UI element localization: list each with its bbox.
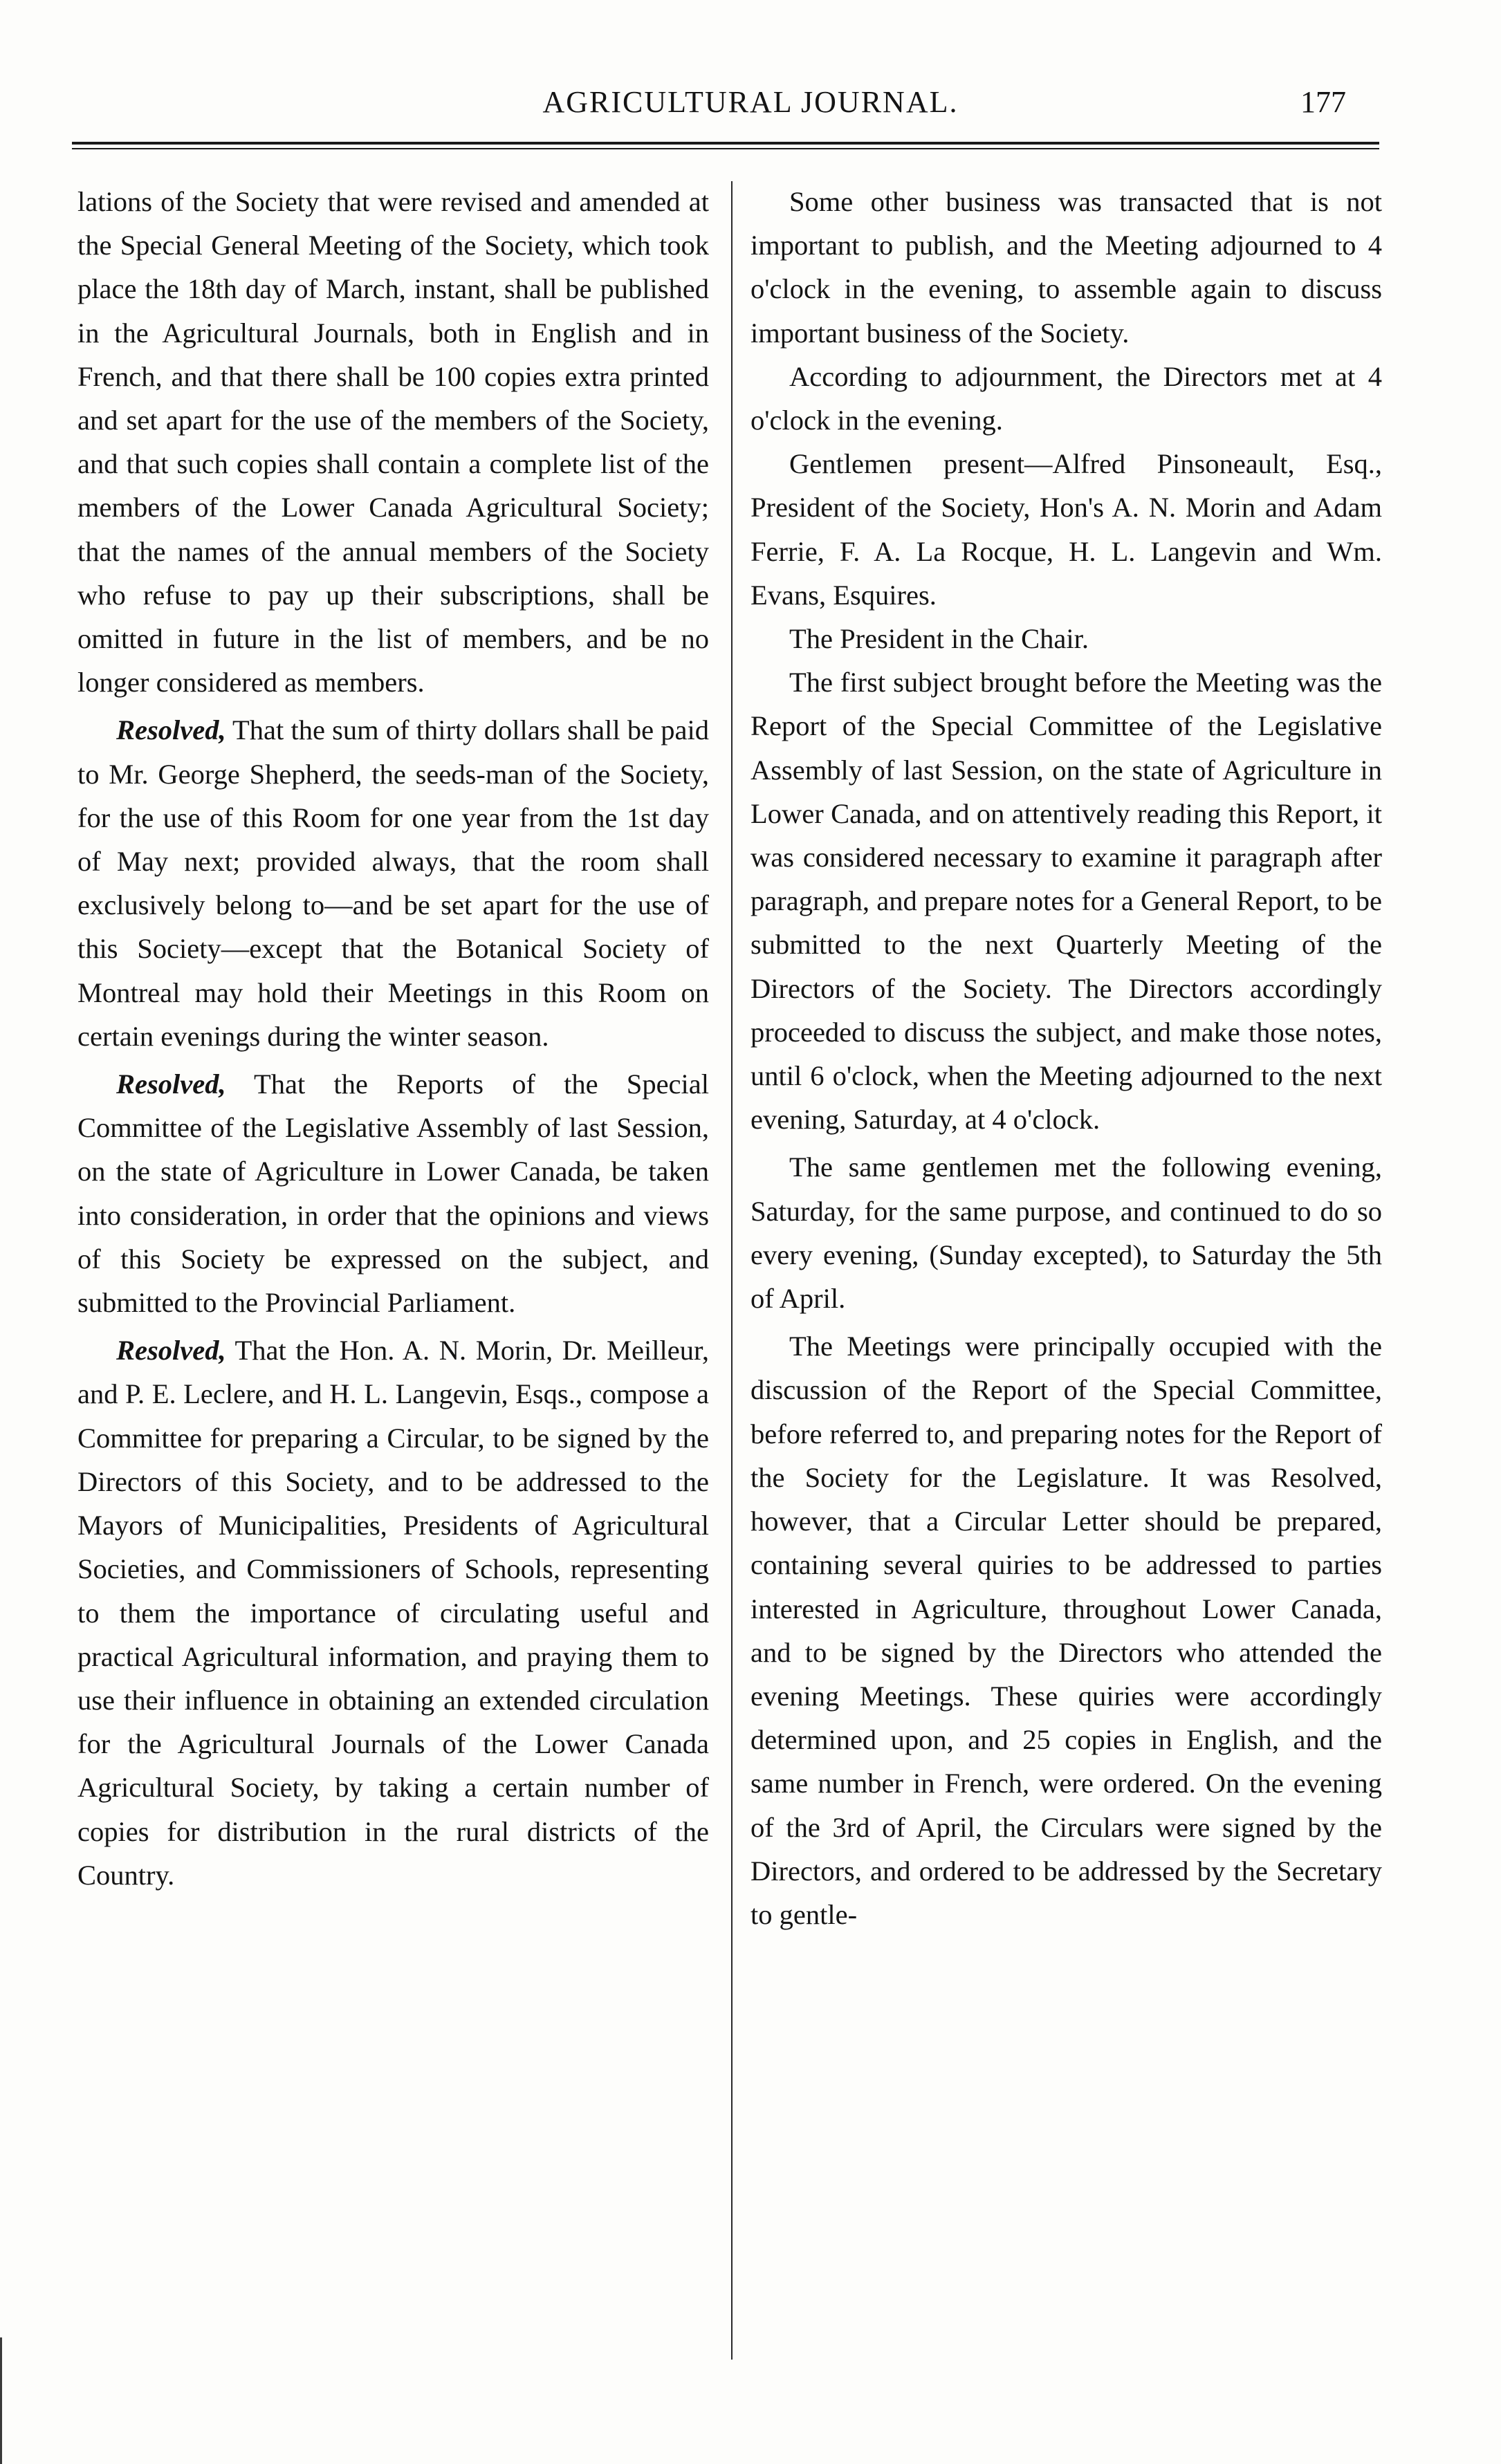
right-column — [750, 180, 1382, 1936]
left-paragraph-3 — [77, 1062, 709, 1324]
right-paragraph-1: Some other business was transacted that is not important to publish, and the Meeting adjourned to 4 o'clock in the evening, to assemble again to discuss important business of the Society. — [750, 186, 1382, 349]
right-paragraph-6: The same gentlemen met the following evening, Saturday, for the same purpose, and continued to do so every evening, (Sunday excepted), to Saturday the 5th of April. — [750, 1151, 1382, 1315]
header-rule-thin — [72, 148, 1379, 149]
right-paragraph-2: According to adjournment, the Directors met at 4 o'clock in the evening. — [750, 360, 1382, 436]
left-paragraph-2 — [77, 708, 709, 1058]
left-paragraph-4 — [77, 1328, 709, 1897]
resolved-lead: Resolved, — [116, 1335, 226, 1367]
running-header-title: AGRICULTURAL JOURNAL. — [542, 85, 959, 119]
page-number: 177 — [1300, 85, 1346, 119]
header-rule-thick — [72, 142, 1379, 145]
column-divider — [731, 181, 733, 2360]
left-paragraph-2-text: That the sum of thirty dollars shall be paid to Mr. George Shepherd, the seeds-man of the Society, for the use of this Room for one year from the 1st day of May next; provided always, that the room shall exclusively belong to—and be set apart for the use of this Society—except that the Botanical Society of Montreal may hold their Meetings in this Room on certain evenings during the winter season. — [77, 714, 709, 1052]
page-edge-mark — [0, 2337, 2, 2464]
right-paragraph-5: The first subject brought before the Meeting was the Report of the Special Committee of the Legislative Assembly of last Session, on the state of Agriculture in Lower Canada, and on attentively reading this Report, it was considered necessary to examine it paragraph after paragraph, and prepare notes for a General Report, to be submitted to the next Quarterly Meeting of the Directors of the Society. The Directors accordingly proceeded to discuss the subject, and make those notes, until 6 o'clock, when the Meeting adjourned to the next evening, Saturday, at 4 o'clock. — [750, 667, 1382, 1136]
right-paragraph-7: The Meetings were principally occupied with the discussion of the Report of the Special Committee, before referred to, and preparing notes for the Report of the Society for the Legislature. It was Resolved, however, that a Circular Letter should be prepared, containing several quiries to be addressed to parties interested in Agriculture, throughout Lower Canada, and to be signed by the Directors who attended the evening Meetings. These quiries were accordingly determined upon, and 25 copies in English, and the same number in French, were ordered. On the evening of the 3rd of April, the Circulars were signed by the Directors, and ordered to be addressed by the Secretary to gentle- — [750, 1331, 1382, 1930]
left-paragraph-4-text: That the Hon. A. N. Morin, Dr. Meilleur, and P. E. Leclere, and H. L. Langevin, Esqs., compose a Committee for preparing a Circular, to be signed by the Directors of this Society, and to be addressed to the Mayors of Municipalities, Presidents of Agricultural Societies, and Commissioners of Schools, representing to them the importance of circulating useful and practical Agricultural information, and praying them to use their influence in obtaining an extended circulation for the Agricultural Journals of the Lower Canada Agricultural Society, by taking a certain number of copies for distribution in the rural districts of the Country. — [77, 1335, 709, 1891]
right-paragraph-3: Gentlemen present—Alfred Pinsoneault, Esq., President of the Society, Hon's A. N. Morin and Adam Ferrie, F. A. La Rocque, H. L. Langevin and Wm. Evans, Esquires. — [750, 448, 1382, 611]
resolved-lead: Resolved, — [116, 714, 226, 746]
left-paragraph-3-text: That the Reports of the Special Committee of the Legislative Assembly of last Session, on the state of Agriculture in Lower Canada, be taken into consideration, in order that the opinions and views of this Society be expressed on the subject, and submitted to the Provincial Parliament. — [77, 1068, 709, 1319]
left-paragraph-1: lations of the Society that were revised and amended at the Special General Meeting of the Society, which took place the 18th day of March, instant, shall be published in the Agricultural Journals, both in English and in French, and that there shall be 100 copies extra printed and set apart for the use of the members of the Society, and that such copies shall contain a complete list of the members of the Lower Canada Agricultural Society; that the names of the annual members of the Society who refuse to pay up their subscriptions, shall be omitted in future in the list of members, and be no longer considered as members. — [77, 186, 709, 698]
left-column — [77, 180, 709, 1897]
right-paragraph-4: The President in the Chair. — [789, 623, 1089, 655]
resolved-lead: Resolved, — [116, 1068, 226, 1100]
